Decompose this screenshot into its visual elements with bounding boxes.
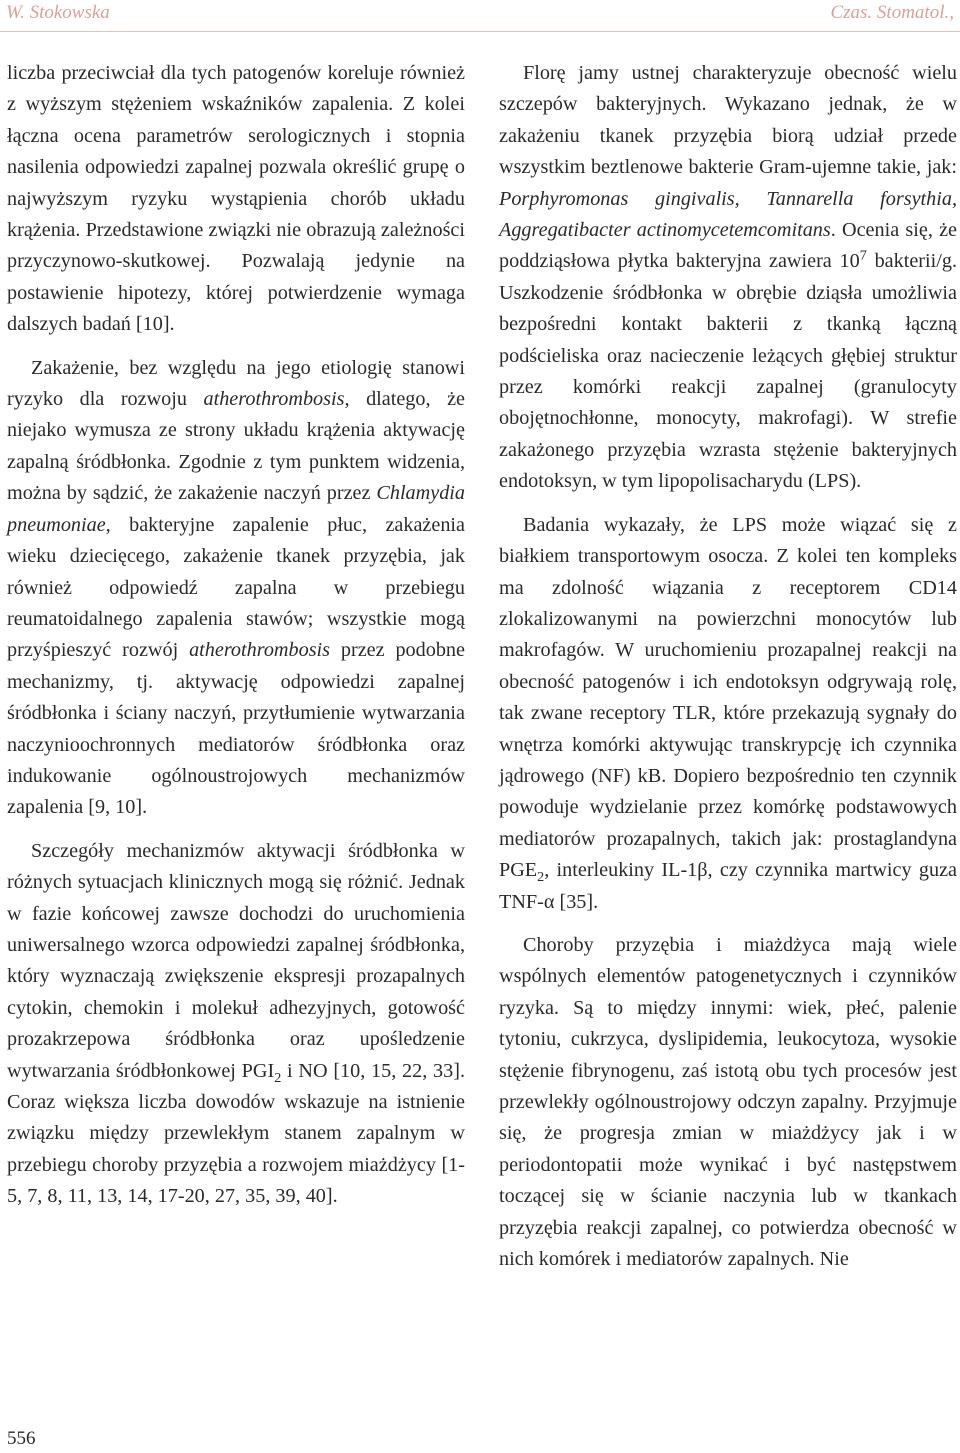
italic-term: Chlamydia pneumoniae <box>7 482 465 536</box>
left-paragraph-2 <box>7 353 465 824</box>
text: przez podobne mechanizmy, tj. aktywację odpowiedzi zapalnej śródbłonka i ściany naczyń, przytłumienie wytwarzania naczynioochronnych mediatorów śródbłonka oraz indukowanie ogólnoustrojowych mechanizmów zapalenia [9, 10]. <box>7 639 465 819</box>
header-rule <box>0 31 960 32</box>
superscript: 7 <box>859 247 867 264</box>
italic-term: Porphyromonas gingivalis, Tannarella forsythia, Aggregatibacter actinomycetemcomitans <box>499 187 957 242</box>
right-paragraph-1 <box>499 58 957 498</box>
italic-term: atherothrombosis <box>203 388 345 411</box>
left-column <box>7 58 465 1225</box>
subscript: 2 <box>537 869 545 886</box>
text: , bakteryjne zapalenie płuc, zakażenia wieku dziecięcego, zakażenie tkanek przyzębia, jak również odpowiedź zapalna w przebiegu reumatoidalnego zapalenia stawów; wszystkie mogą przyśpieszyć rozwój <box>7 513 465 662</box>
text: Badania wykazały, że LPS może wiązać się z białkiem transportowym osocza. Z kolei ten kompleks ma zdolność wiązania z receptorem CD14 zlokalizowanymi na powierzchni monocytów lub makrofagów. W uruchomieniu prozapalnej reakcji na obecność patogenów i ich endotoksyn odgrywają rolę, tak zwane receptory TLR, które przekazują sygnały do wnętrza komórki aktywując transkrypcję ich czynnika jądrowego (NF) kB. Dopiero bezpośrednio ten czynnik powoduje wydzielanie przez komórkę podstawowych mediatorów prozapalnych, takich jak: prostaglandyna PGE <box>499 513 957 882</box>
text: , interleukiny IL-1β, czy czynnika martwicy guza TNF-α [35]. <box>499 859 957 913</box>
italic-term: atherothrombosis <box>189 639 331 662</box>
left-paragraph-3 <box>7 836 465 1213</box>
header-journal: Czas. Stomatol., <box>830 2 954 23</box>
text: i NO [10, 15, 22, 33]. Coraz większa liczba dowodów wskazuje na istnienie związku między przewlekłym stanem zapalnym w przebiegu choroby przyzębia a rozwojem miażdżycy [1-5, 7, 8, 11, 13, 14, 17-20, 27, 35, 39, 40]. <box>7 1059 465 1208</box>
page-number: 556 <box>7 1428 36 1449</box>
left-paragraph-1 <box>7 58 465 341</box>
header-author: W. Stokowska <box>6 2 110 23</box>
right-paragraph-2 <box>499 510 957 918</box>
right-column <box>499 58 957 1287</box>
text: Szczegóły mechanizmów aktywacji śródbłonka w różnych sytuacjach klinicznych mogą się różnić. Jednak w fazie końcowej zawsze dochodzi do uruchomienia uniwersalnego wzorca odpowiedzi zapalnej śródbłonka, który wyznaczają zwiększenie ekspresji prozapalnych cytokin, chemokin i molekuł adhezyjnych, gotowość prozakrzepowa śródbłonka oraz upośledzenie wytwarzania śródbłonkowej PGI <box>7 839 465 1082</box>
text: Choroby przyzębia i miażdżyca mają wiele wspólnych elementów patogenetycznych i czynników ryzyka. Są to między innymi: wiek, płeć, palenie tytoniu, cukrzyca, dyslipidemia, leukocytoza, wysokie stężenie fibrynogenu, zaś istotą obu tych procesów jest przewlekły ogólnoustrojowy odczyn zapalny. Przyjmuje się, że progresja zmian w miażdżycy jak i w periodontopatii może wynikać i być następstwem toczącej się w ścianie naczynia lub w tkankach przyzębia reakcji zapalnej, co potwierdza obecność w nich komórek i mediatorów zapalnych. Nie <box>499 933 957 1271</box>
right-paragraph-3 <box>499 930 957 1275</box>
text: . Ocenia się, że poddziąsłowa płytka bakteryjna zawiera 10 <box>499 219 957 273</box>
text: Florę jamy ustnej charakteryzuje obecność wielu szczepów bakteryjnych. Wykazano jednak, że w zakażeniu tkanek przyzębia biorą udział przede wszystkim beztlenowe bakterie Gram-ujemne takie, jak: <box>499 62 957 179</box>
running-header <box>0 0 960 30</box>
subscript: 2 <box>274 1069 282 1086</box>
text: , dlatego, że niejako wymusza ze strony układu krążenia aktywację zapalną śródbłonka. Zgodnie z tym punktem widzenia, można by sądzić, że zakażenie naczyń przez <box>7 388 465 505</box>
text: liczba przeciwciał dla tych patogenów koreluje również z wyższym stężeniem wskaźników zapalenia. Z kolei łączna ocena parametrów serologicznych i stopnia nasilenia odpowiedzi zapalnej pozwala określić grupę o najwyższym ryzyku wystąpienia chorób układu krążenia. Przedstawione związki nie obrazują zależności przyczynowo-skutkowej. Pozwalają jedynie na postawienie hipotezy, której potwierdzenie wymaga dalszych badań [10]. <box>7 62 465 336</box>
text: bakterii/g. Uszkodzenie śródbłonka w obrębie dziąsła umożliwia bezpośredni kontakt bakterii z tkanką łączną podścieliska oraz nacieczenie leżących głębiej struktur przez komórki reakcji zapalnej (granulocyty obojętnochłonne, monocyty, makrofagi). W strefie zakażonego przyzębia wzrasta stężenie bakteryjnych endotoksyn, w tym lipopolisacharydu (LPS). <box>499 250 957 493</box>
text: Zakażenie, bez względu na jego etiologię stanowi ryzyko dla rozwoju <box>7 356 465 411</box>
